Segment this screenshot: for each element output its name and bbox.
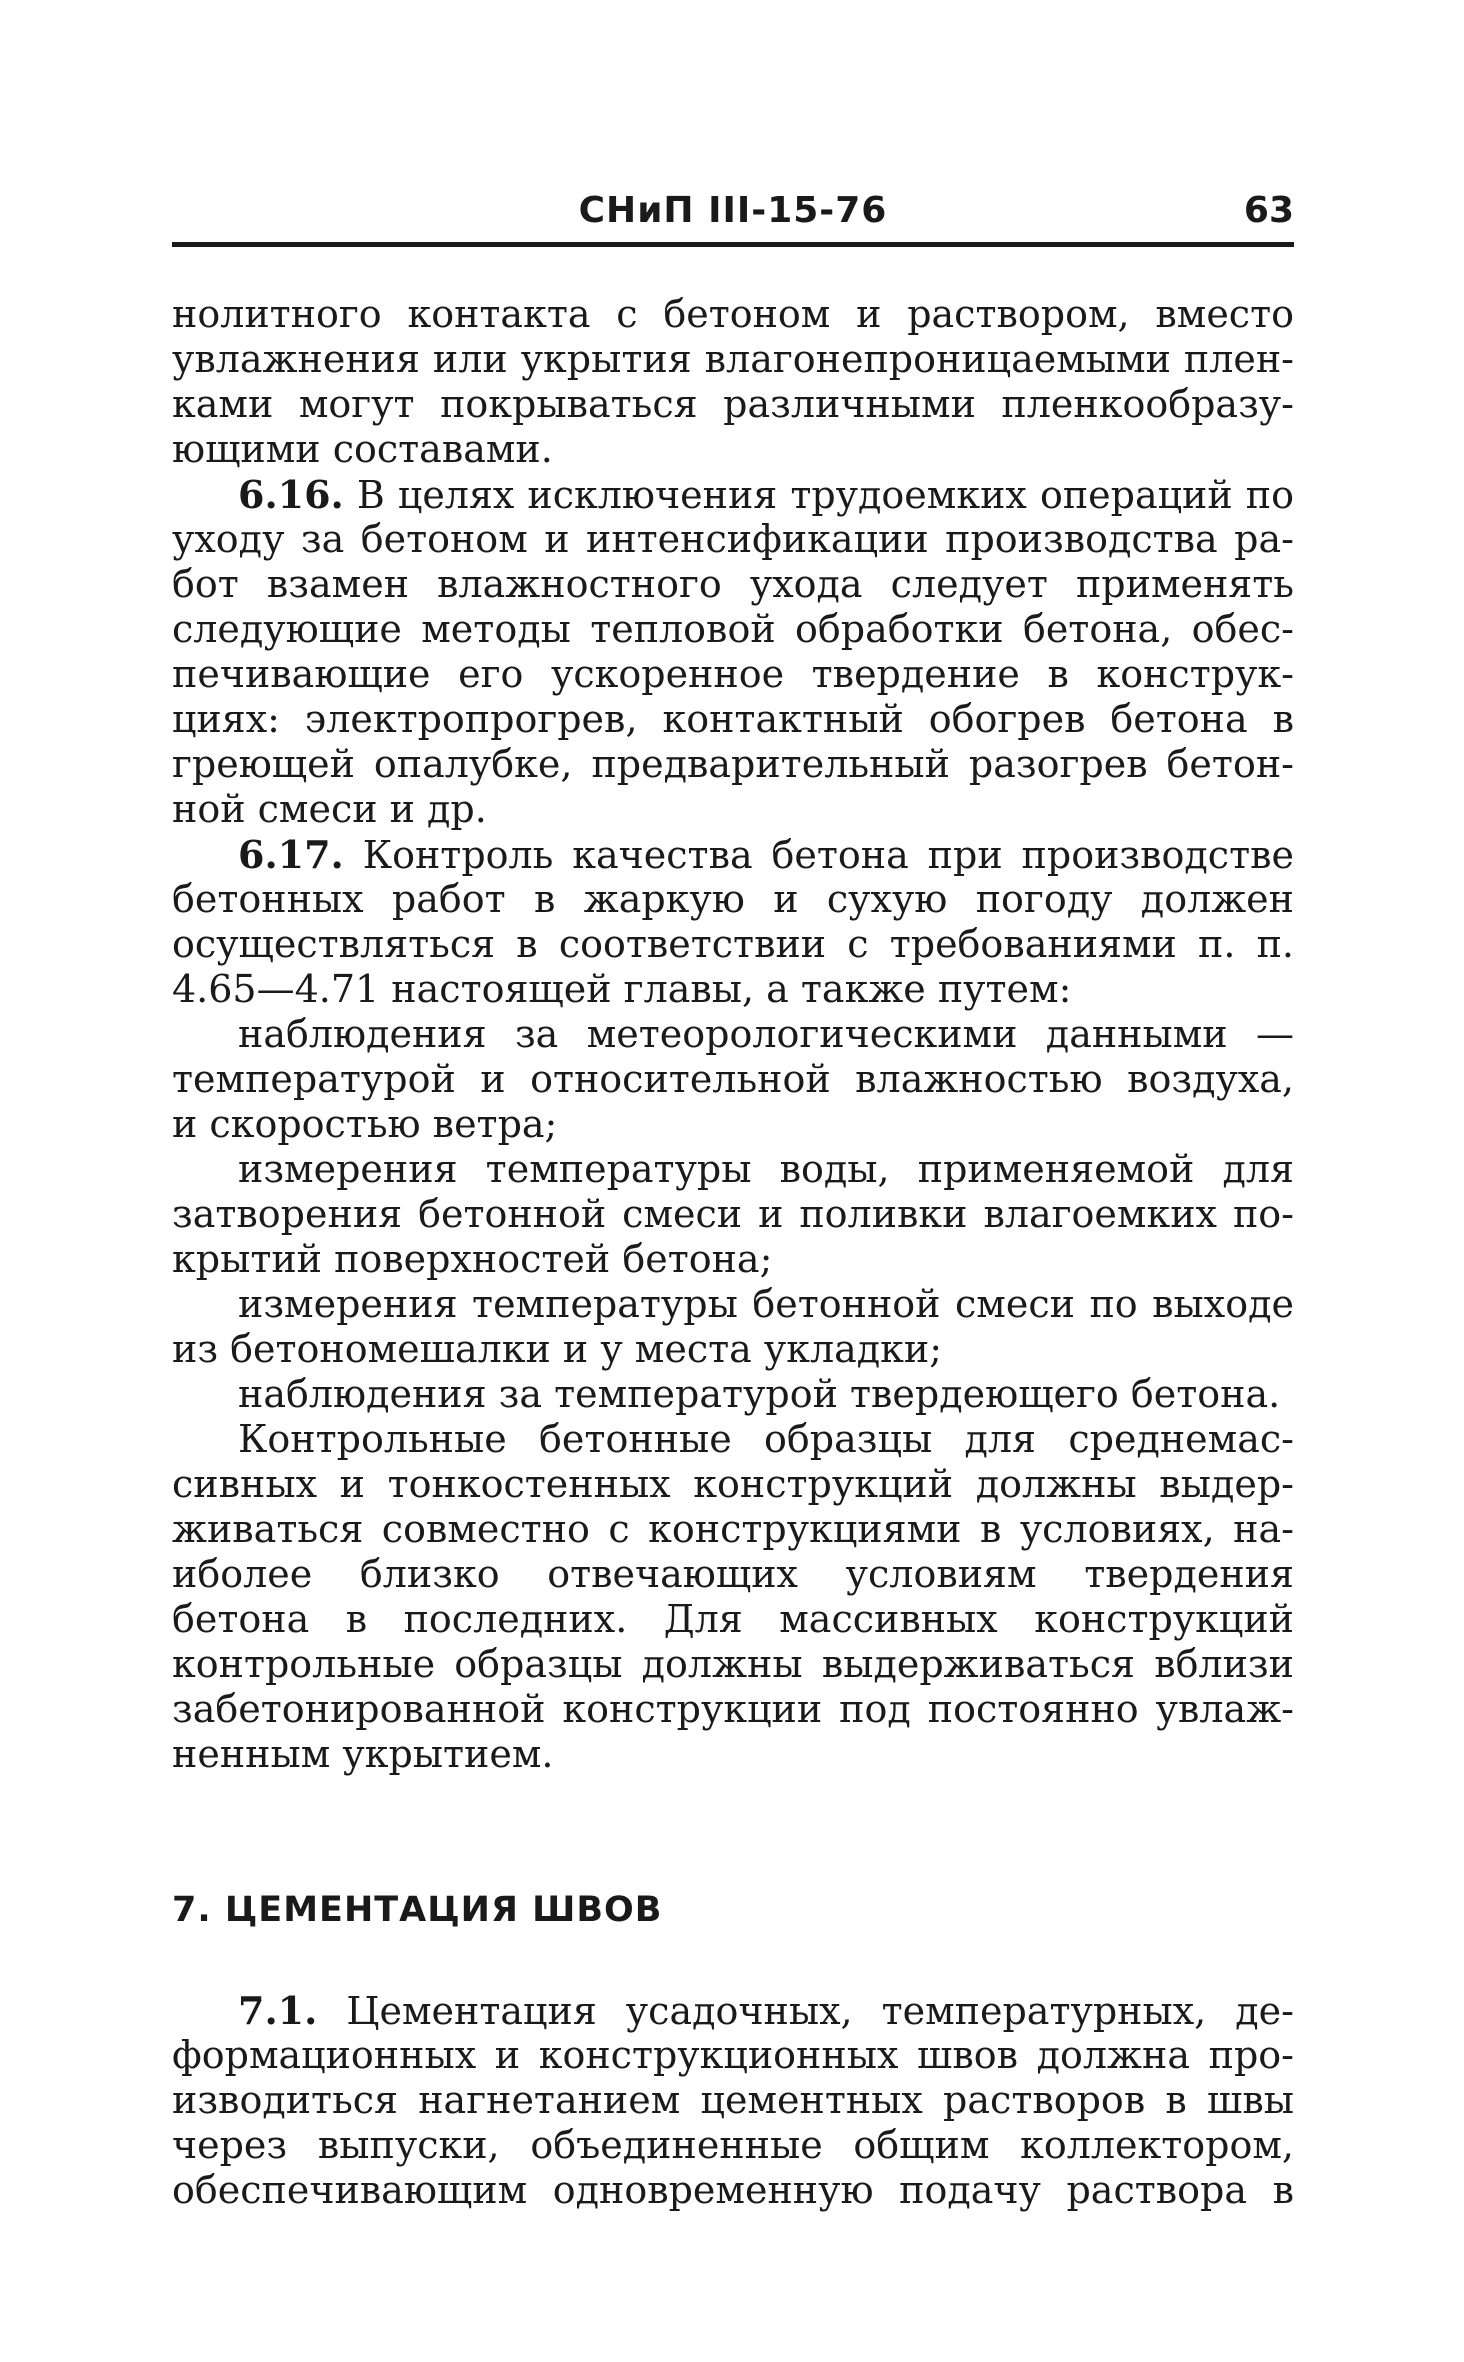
text-line: контрольные образцы должны выдерживаться вблизи bbox=[172, 1642, 1294, 1686]
running-head: СНиП III-15-76 bbox=[578, 190, 888, 231]
text-line: осуществляться в соответствии с требованиями п. п. bbox=[172, 922, 1294, 966]
body-text bbox=[172, 292, 1294, 1777]
paragraph-6-17-first-line bbox=[172, 832, 1294, 877]
paragraph-6-16-first-line bbox=[172, 472, 1294, 517]
text-line: крытий поверхностей бетона; bbox=[172, 1237, 773, 1281]
text-line: измерения температуры бетонной смеси по выходе bbox=[238, 1282, 1294, 1326]
text-line: измерения температуры воды, применяемой для bbox=[238, 1147, 1294, 1191]
text-line: сивных и тонкостенных конструкций должны выдер- bbox=[172, 1462, 1294, 1506]
paragraph-number: 7.1. bbox=[238, 1988, 318, 2033]
text-run: В целях исключения трудоемких операций по bbox=[356, 473, 1294, 517]
body-text-section-7 bbox=[172, 1988, 1294, 2213]
text-line: забетонированной конструкции под постоянно увлаж- bbox=[172, 1687, 1294, 1731]
page-header bbox=[172, 190, 1294, 246]
paragraph-number: 6.17. bbox=[238, 832, 344, 877]
text-line: из бетономешалки и у места укладки; bbox=[172, 1327, 943, 1371]
text-line: ющими составами. bbox=[172, 427, 553, 471]
text-line: следующие методы тепловой обработки бетона, обес- bbox=[172, 607, 1294, 651]
text-line: циях: электропрогрев, контактный обогрев бетона в bbox=[172, 697, 1294, 741]
text-line: Контрольные бетонные образцы для среднемас- bbox=[238, 1417, 1294, 1461]
header-rule bbox=[172, 242, 1294, 247]
text-line: греющей опалубке, предварительный разогрев бетон- bbox=[172, 742, 1294, 786]
text-line: ненным укрытием. bbox=[172, 1732, 554, 1776]
paragraph-7-1-first-line bbox=[172, 1988, 1294, 2033]
text-line: изводиться нагнетанием цементных растворов в швы bbox=[172, 2078, 1294, 2122]
text-line: бетонных работ в жаркую и сухую погоду должен bbox=[172, 877, 1294, 921]
text-line: затворения бетонной смеси и поливки влагоемких по- bbox=[172, 1192, 1294, 1236]
text-line: ной смеси и др. bbox=[172, 787, 487, 831]
text-line: печивающие его ускоренное твердение в конструк- bbox=[172, 652, 1294, 696]
text-line: бетона в последних. Для массивных конструкций bbox=[172, 1597, 1294, 1641]
text-line: иболее близко отвечающих условиям твердения bbox=[172, 1552, 1294, 1596]
text-line: нолитного контакта с бетоном и раствором, вместо bbox=[172, 292, 1294, 336]
text-line: увлажнения или укрытия влагонепроницаемыми плен- bbox=[172, 337, 1294, 381]
text-line: бот взамен влажностного ухода следует применять bbox=[172, 562, 1294, 606]
text-line: через выпуски, объединенные общим коллектором, bbox=[172, 2123, 1294, 2167]
text-run: Контроль качества бетона при производстве bbox=[362, 833, 1294, 877]
text-line: наблюдения за температурой твердеющего бетона. bbox=[238, 1372, 1281, 1416]
text-line: наблюдения за метеорологическими данными — bbox=[238, 1012, 1294, 1056]
text-line: и скоростью ветра; bbox=[172, 1102, 558, 1146]
text-run: Цементация усадочных, температурных, де- bbox=[346, 1989, 1294, 2033]
text-line: 4.65—4.71 настоящей главы, а также путем: bbox=[172, 967, 1072, 1011]
text-line: живаться совместно с конструкциями в условиях, на- bbox=[172, 1507, 1294, 1551]
text-line: температурой и относительной влажностью воздуха, bbox=[172, 1057, 1294, 1101]
text-line: обеспечивающим одновременную подачу раствора в bbox=[172, 2168, 1294, 2212]
paragraph-number: 6.16. bbox=[238, 472, 344, 517]
section-heading: 7. ЦЕМЕНТАЦИЯ ШВОВ bbox=[172, 1890, 663, 1930]
text-line: уходу за бетоном и интенсификации производства ра- bbox=[172, 517, 1294, 561]
text-line: формационных и конструкционных швов должна про- bbox=[172, 2033, 1294, 2077]
page-number: 63 bbox=[1243, 190, 1294, 231]
text-line: ками могут покрываться различными пленкообразу- bbox=[172, 382, 1294, 426]
